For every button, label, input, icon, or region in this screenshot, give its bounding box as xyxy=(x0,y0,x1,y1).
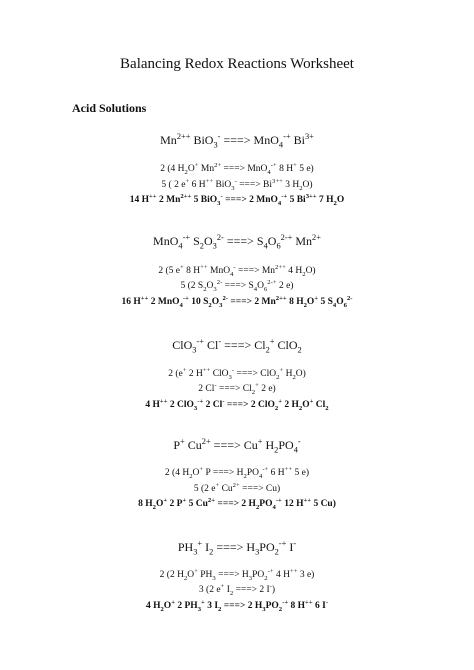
half-reaction-4b: 5 (2 e+ $Cu^{2+}$ ===> Cu) xyxy=(193,481,281,494)
half-reaction-5a: 2 (2 $H_2O^+$ $PH_3$ ===> $H_3PO_2^{-+}$ 4 H++ 3 e) xyxy=(159,567,315,582)
worksheet-title: Balancing Redox Reactions Worksheet xyxy=(120,56,354,72)
equation-1: $Mn^{2++}$ BiO$_3$- ===> MnO$_4$-+ $Bi^{3+}$ xyxy=(160,132,314,150)
equation-4: P+ $Cu^{2+}$ ===> Cu+ $H_2PO_4^-$ xyxy=(173,437,301,455)
balanced-answer-5: 4 $H_2O^+$ 2 $PH_3^+$ 3 $I_2$ ===> 2 $H_3PO_2^{-+}$ 8 H++ 6 I- xyxy=(145,598,329,613)
balanced-answer-3: 4 H++ 2 ClO$_3$-+ 2 Cl- ===> 2 ClO$_2$+ 2 $H_2O^+$ $Cl_2$ xyxy=(145,397,329,412)
half-reaction-3a: 2 (e+ 2 H++ ClO$_3$- ===> ClO$_2$+ $H_2O$) xyxy=(168,366,306,381)
equation-2: MnO$_4$-+ $S_2O_3^{2-}$ ===> $S_4O_6^{2-+}$ $Mn^{2+}$ xyxy=(153,233,321,251)
half-reaction-1a: 2 (4 $H_2O^+$ $Mn^{2+}$ ===> MnO$_4$-+ 8 H+ 5 e) xyxy=(160,161,314,176)
half-reaction-1b: 5 ( 2 e+ 6 H++ BiO$_3$- ===> $Bi^{3++}$ 3 $H_2O$) xyxy=(161,177,313,192)
balanced-answer-2: 16 H++ 2 MnO$_4$-+ 10 $S_2O_3^{2-}$ ===> 2 $Mn^{2++}$ 8 $H_2O^+$ 5 $S_4O_6^{2-}$ xyxy=(121,294,353,309)
equation-3: ClO$_3$-+ Cl- ===> $Cl_2^+$ ClO$_2$ xyxy=(172,337,302,355)
half-reaction-2b: 5 (2 $S_2O_3^{2-}$ ===> $S_4O_6^{2-+}$ 2 e) xyxy=(180,278,294,293)
equation-5: $PH_3^+$ $I_2$ ===> $H_3PO_2^{-+}$ I- xyxy=(177,539,297,557)
half-reaction-4a: 2 (4 $H_2O^+$ P ===> $H_2PO_4^{-+}$ 6 H++ 5 e) xyxy=(164,465,310,480)
section-heading: Acid Solutions xyxy=(72,101,147,115)
half-reaction-5b: 3 (2 e+ $I_2$ ===> 2 I-) xyxy=(198,582,276,597)
balanced-answer-4: 8 $H_2O^+$ 2 P+ 5 $Cu^{2+}$ ===> 2 $H_2PO_4^{-+}$ 12 H++ 5 Cu) xyxy=(138,496,336,511)
half-reaction-3b: 2 Cl- ===> $Cl_2^+$ 2 e) xyxy=(198,381,276,396)
half-reaction-2a: 2 (5 e+ 8 H++ MnO$_4$- ===> $Mn^{2++}$ 4 $H_2O$) xyxy=(158,263,316,278)
balanced-answer-1: 14 H++ 2 $Mn^{2++}$ 5 BiO$_3$- ===> 2 MnO$_4$-+ 5 $Bi^{3++}$ 7 $H_2O$ xyxy=(129,192,345,207)
